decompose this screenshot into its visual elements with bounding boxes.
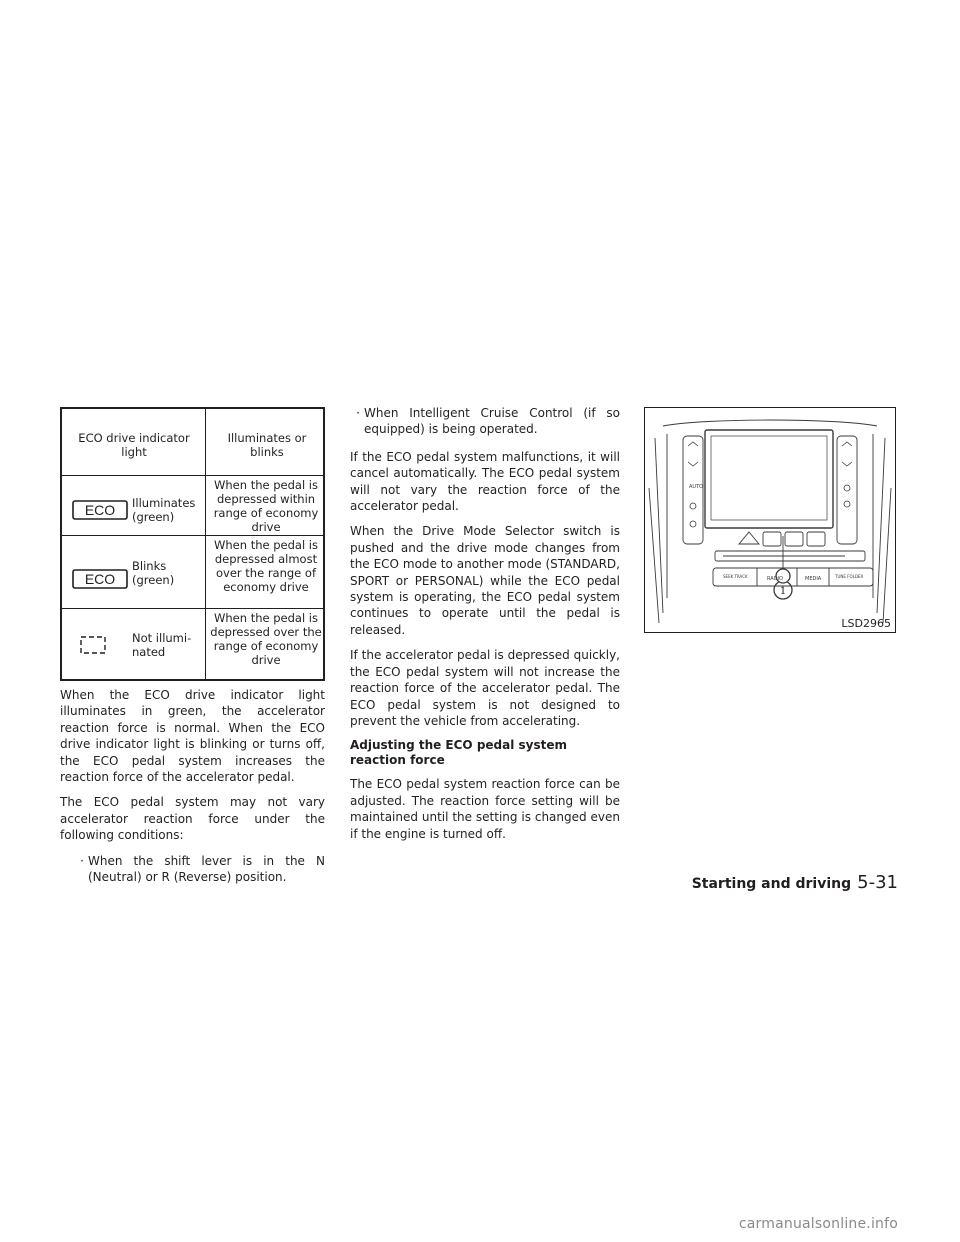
svg-text:TUNE FOLDER: TUNE FOLDER <box>835 574 864 579</box>
svg-text:ECO: ECO <box>84 502 116 518</box>
bullet-mark: · <box>356 406 360 420</box>
watermark-text: carmanualsonline.info <box>738 1216 898 1232</box>
list-item: · When Intelligent Cruise Control (if so equipped) is being operated. <box>350 405 620 438</box>
table-cell-description: When the pedal is depressed over the range of economy drive <box>210 611 322 667</box>
dashboard-figure <box>644 407 896 633</box>
left-column <box>60 687 325 894</box>
page-footer <box>692 872 898 893</box>
table-header-row <box>62 409 323 476</box>
table-row <box>62 536 323 609</box>
figure-code: LSD2965 <box>841 617 891 630</box>
table-cell-state: Not illumi-nated <box>132 631 192 659</box>
paragraph: If the accelerator pedal is depressed quickly, the ECO pedal system will not increase the reaction force of the accelerator pedal. The ECO pedal system is not designed to prevent the vehicle from accelerating. <box>350 648 620 728</box>
paragraph: When the ECO drive indicator light illuminates in green, the accelerator reaction force is normal. When the ECO drive indicator light is blinking or turns off, the ECO pedal system increases the reaction force of the accelerator pedal. <box>60 688 325 785</box>
paragraph: The ECO pedal system may not vary accelerator reaction force under the following conditions: <box>60 795 325 843</box>
eco-solid-icon <box>72 569 128 589</box>
svg-text:ECO: ECO <box>84 571 116 587</box>
table-row <box>62 609 323 681</box>
table-cell-description: When the pedal is depressed within range of economy drive <box>213 478 319 534</box>
svg-text:AUTO: AUTO <box>689 484 704 490</box>
svg-text:MEDIA: MEDIA <box>805 576 822 582</box>
table-row <box>62 476 323 536</box>
callout-number: 1 <box>779 586 787 597</box>
eco-dashed-icon <box>80 636 108 656</box>
svg-text:RADIO: RADIO <box>767 576 783 582</box>
bullet-mark: · <box>80 853 84 868</box>
middle-column <box>350 405 620 851</box>
table-cell-description: When the pedal is depressed almost over the range of economy drive <box>214 538 318 594</box>
svg-text:SEEK TRACK: SEEK TRACK <box>723 574 748 579</box>
paragraph: When the Drive Mode Selector switch is pushed and the drive mode changes from the ECO mode to another mode (STANDARD, SPORT or PERSONAL) while the ECO pedal system is operating, the ECO pedal system continues to operate until the pedal is released. <box>350 524 620 637</box>
eco-solid-icon <box>72 500 128 520</box>
list-item: · When the shift lever is in the N (Neutral) or R (Reverse) position. <box>60 853 325 886</box>
table-header-indicator: ECO drive indicator light <box>78 431 190 459</box>
table-header-status: Illuminates or blinks <box>227 431 307 459</box>
section-title: Starting and driving <box>691 876 852 892</box>
paragraph: If the ECO pedal system malfunctions, it will cancel automatically. The ECO pedal system will not vary the reaction force of the accelerator pedal. <box>350 449 620 514</box>
table-cell-state: Blinks (green) <box>132 559 175 587</box>
section-heading: Adjusting the ECO pedal system reaction force <box>350 738 568 768</box>
center-console-illustration <box>645 408 894 631</box>
eco-indicator-table <box>60 407 325 681</box>
page-number: 5-31 <box>857 872 898 893</box>
paragraph: The ECO pedal system reaction force can be adjusted. The reaction force setting will be maintained until the setting is changed even if the engine is turned off. <box>350 777 620 841</box>
table-cell-state: Illuminates (green) <box>132 496 196 524</box>
